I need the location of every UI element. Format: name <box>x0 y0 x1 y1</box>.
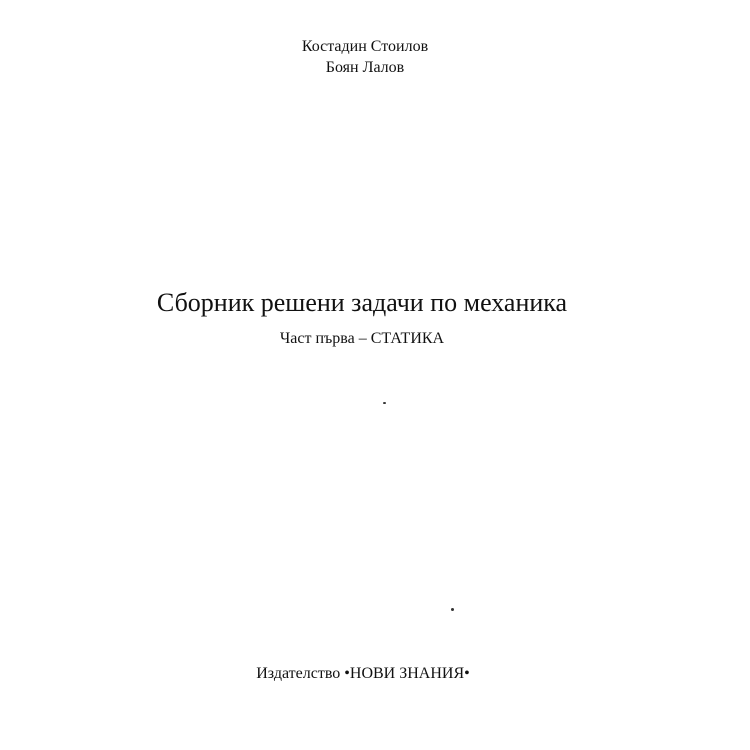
book-title: Сборник решени задачи по механика <box>156 288 568 317</box>
scan-speck <box>451 608 454 611</box>
authors-block <box>0 36 730 78</box>
book-subtitle: Част първа – СТАТИКА <box>279 330 445 347</box>
author-name: Костадин Стоилов <box>301 38 429 55</box>
publisher-line: Издателство •НОВИ ЗНАНИЯ• <box>256 665 470 682</box>
scan-speck <box>383 402 386 404</box>
author-name: Боян Лалов <box>325 59 405 76</box>
